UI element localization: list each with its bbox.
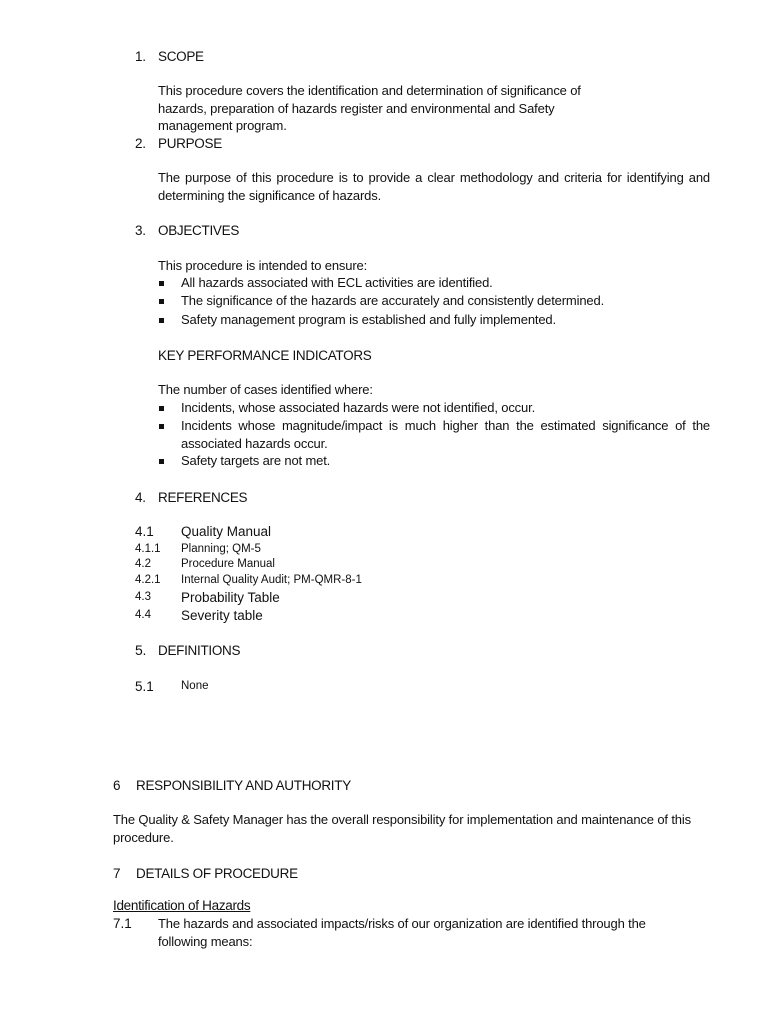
section-6-title: RESPONSIBILITY AND AUTHORITY [136, 778, 351, 793]
scope-paragraph: This procedure covers the identification and determination of significance of hazards, preparation of hazards register and environmental and Safety management program. [158, 83, 581, 133]
reference-text: Probability Table [181, 590, 280, 605]
kpi-item: Safety targets are not met. [181, 453, 331, 468]
section-5-title: DEFINITIONS [158, 643, 241, 658]
objectives-item: Safety management program is established and fully implemented. [181, 312, 556, 327]
section-1-title: SCOPE [158, 49, 204, 64]
reference-text: Planning; QM-5 [181, 543, 261, 555]
reference-number: 4.1.1 [135, 543, 161, 555]
reference-text: Quality Manual [181, 524, 272, 539]
section-2-number: 2. [135, 136, 146, 151]
section-3-number: 3. [135, 223, 146, 238]
reference-text: Procedure Manual [181, 558, 275, 570]
section-3-title: OBJECTIVES [158, 223, 240, 238]
bullet-marker [159, 424, 164, 429]
details-item-number: 7.1 [113, 916, 132, 931]
reference-number: 4.4 [135, 609, 151, 621]
bullet-marker [159, 299, 164, 304]
bullet-marker [159, 281, 164, 286]
definition-number: 5.1 [135, 679, 154, 694]
details-item-text: The hazards and associated impacts/risks of our organization are identified through the following means: [158, 916, 646, 949]
objectives-intro: This procedure is intended to ensure: [158, 258, 368, 273]
kpi-item: Incidents whose magnitude/impact is much higher than the estimated significance of the associated hazards occur. [181, 418, 710, 451]
section-7-title: DETAILS OF PROCEDURE [136, 866, 298, 881]
reference-text: Severity table [181, 608, 263, 623]
reference-number: 4.3 [135, 591, 151, 603]
identification-subheading: Identification of Hazards [113, 898, 251, 913]
section-4-title: REFERENCES [158, 490, 248, 505]
reference-number: 4.1 [135, 524, 154, 539]
section-6-number: 6 [113, 778, 121, 793]
purpose-paragraph: The purpose of this procedure is to provide a clear methodology and criteria for identifying and determining the significance of hazards. [158, 170, 710, 203]
kpi-item: Incidents, whose associated hazards were not identified, occur. [181, 400, 536, 415]
bullet-marker [159, 459, 164, 464]
section-2-title: PURPOSE [158, 136, 222, 151]
section-1-number: 1. [135, 49, 146, 64]
section-4-number: 4. [135, 490, 146, 505]
reference-number: 4.2 [135, 558, 151, 570]
objectives-item: All hazards associated with ECL activities are identified. [181, 275, 493, 290]
kpi-title: KEY PERFORMANCE INDICATORS [158, 348, 372, 363]
section-5-number: 5. [135, 642, 147, 658]
objectives-item: The significance of the hazards are accurately and consistently determined. [181, 293, 605, 308]
responsibility-paragraph: The Quality & Safety Manager has the overall responsibility for implementation and maintenance of this procedure. [113, 812, 691, 845]
reference-number: 4.2.1 [135, 574, 161, 586]
bullet-marker [159, 318, 164, 323]
kpi-intro: The number of cases identified where: [158, 382, 373, 397]
bullet-marker [159, 406, 164, 411]
definition-text: None [181, 680, 209, 692]
reference-text: Internal Quality Audit; PM-QMR-8-1 [181, 574, 362, 586]
section-7-number: 7 [113, 866, 121, 881]
